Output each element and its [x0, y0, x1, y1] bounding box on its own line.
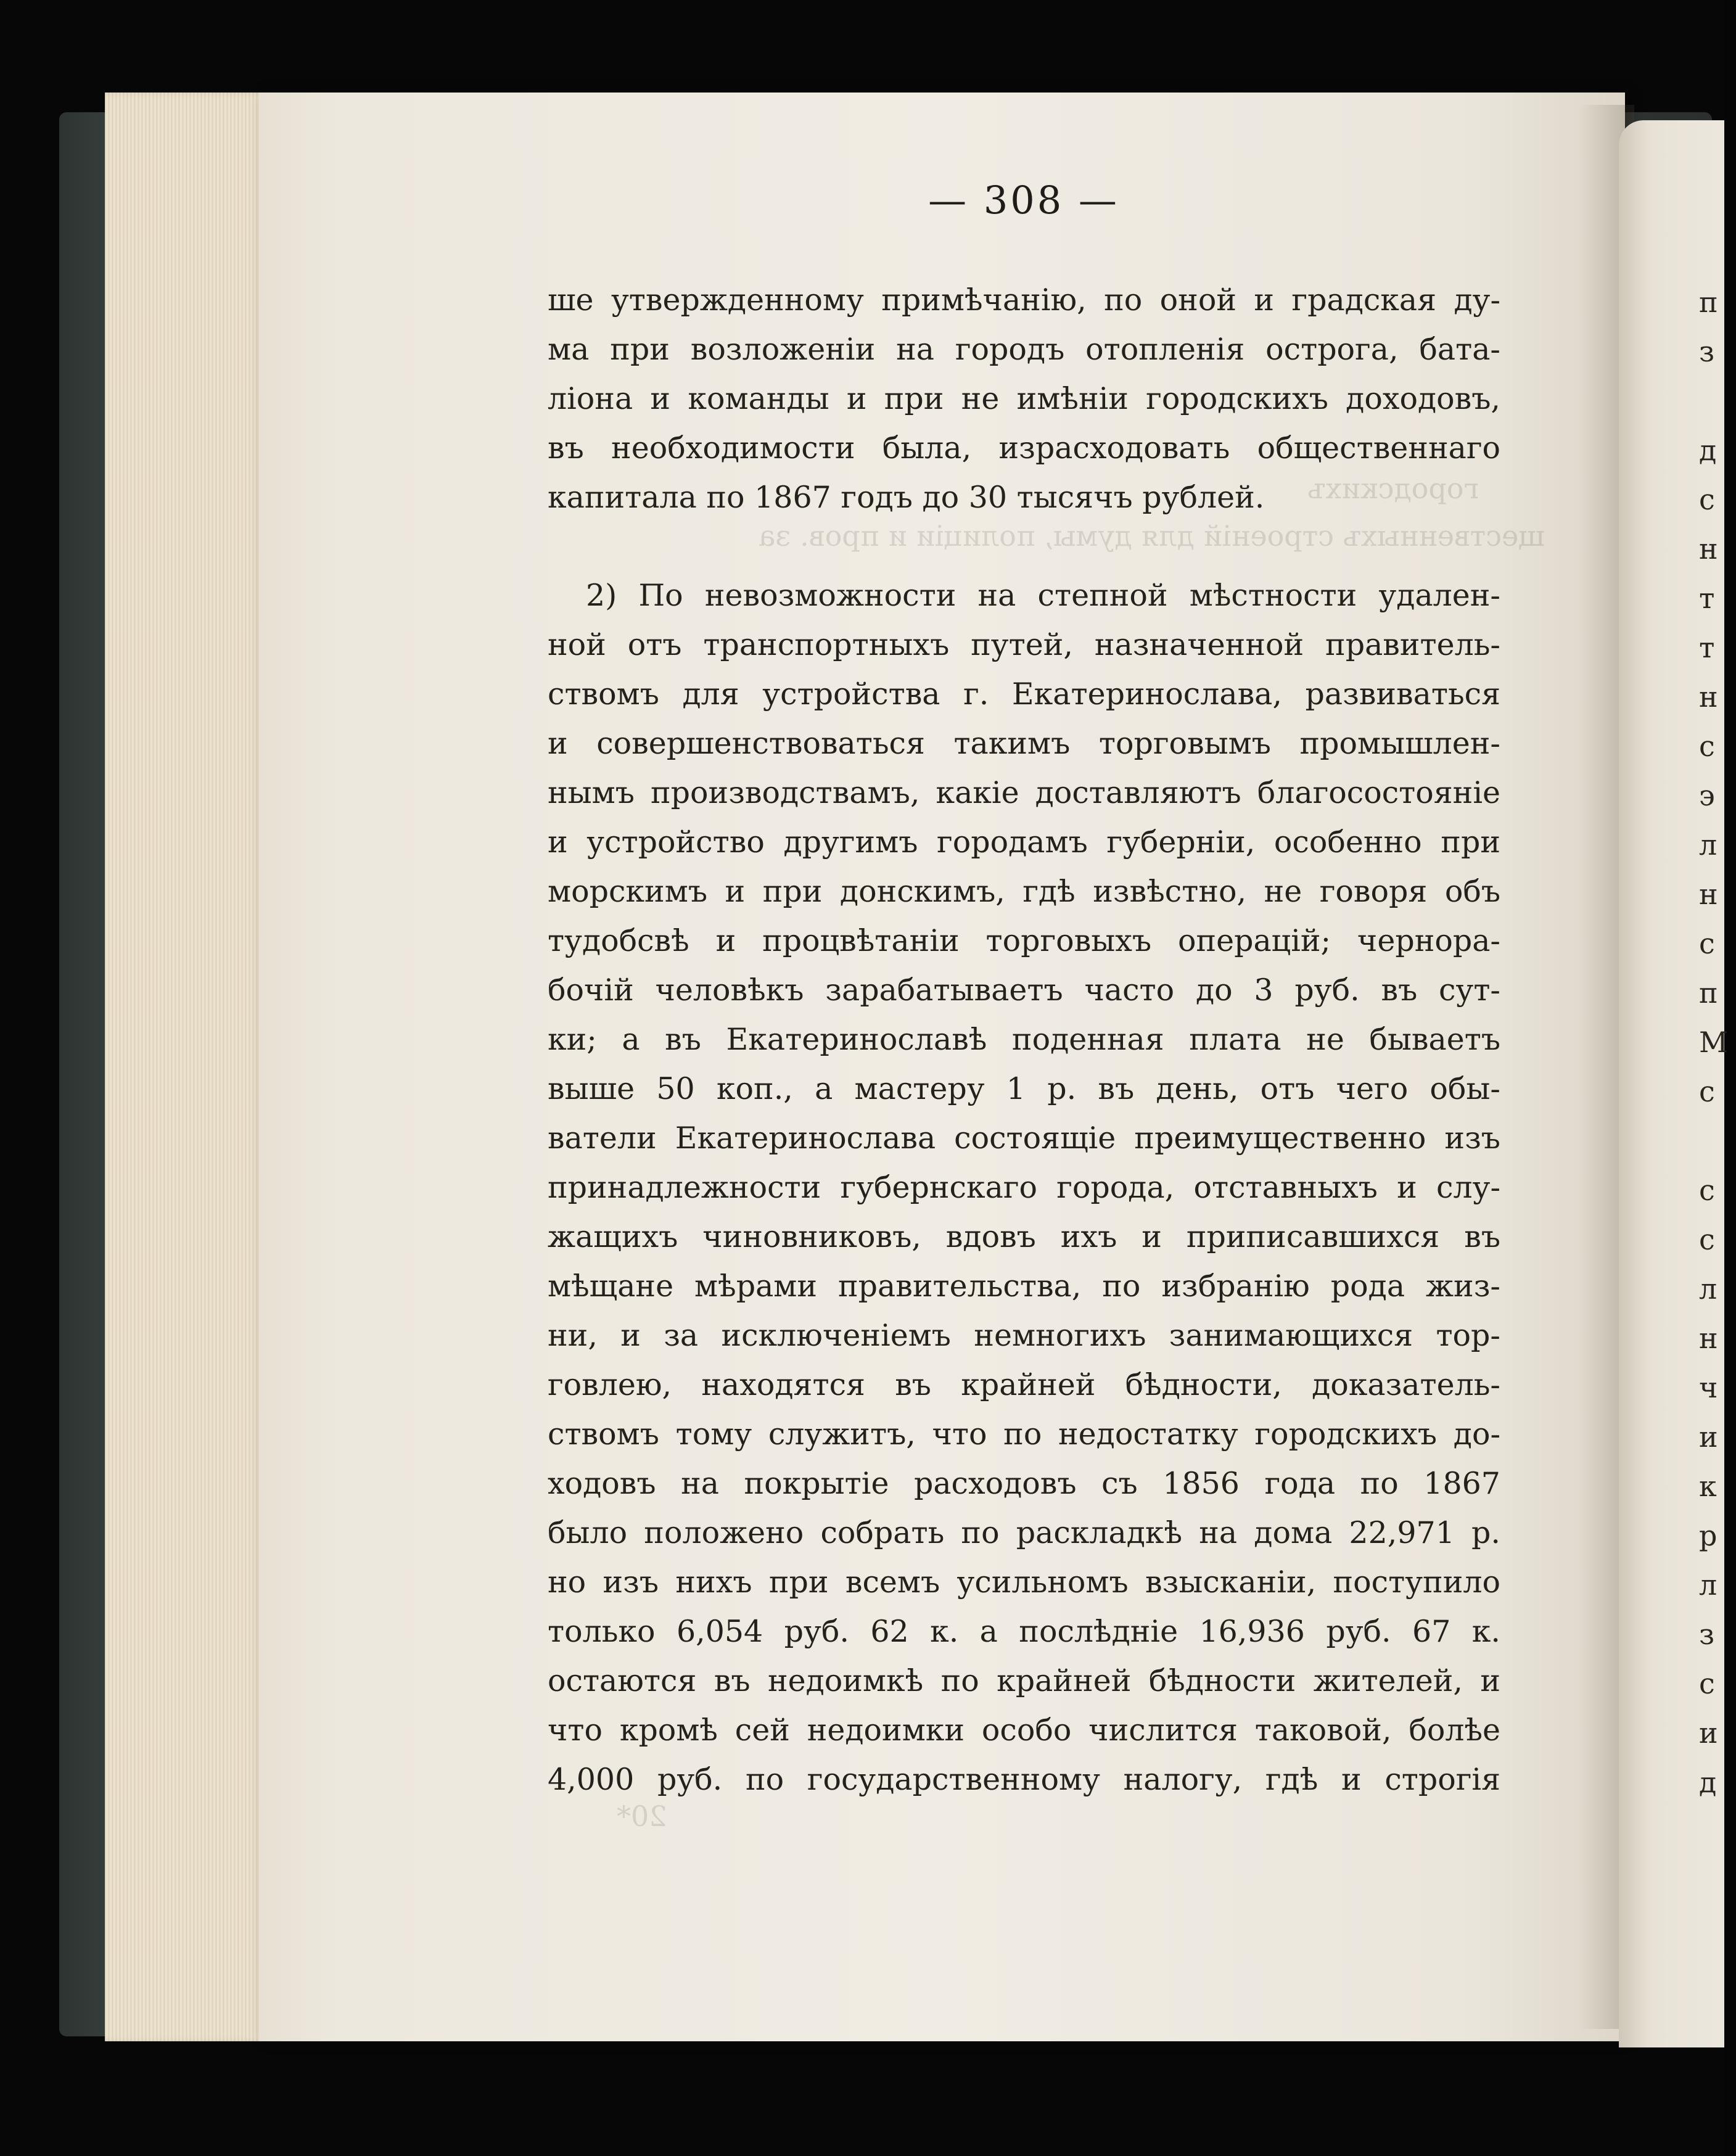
text-line: ше утвержденному примѣчанію, по оной и градская ду-: [548, 282, 1500, 318]
text-line: выше 50 коп., а мастеру 1 р. въ день, отъ чего обы-: [548, 1071, 1500, 1106]
text-line: мѣщане мѣрами правительства, по избранію рода жиз-: [548, 1269, 1500, 1304]
text-line: ной отъ транспортныхъ путей, назначенной правитель-: [548, 627, 1500, 662]
text-line: ни, и за исключеніемъ немногихъ занимающихся тор-: [548, 1318, 1500, 1353]
right-page-letter: М: [1699, 1026, 1729, 1059]
text-line: и устройство другимъ городамъ губерніи, особенно при: [548, 825, 1500, 860]
right-page-letter: с: [1699, 1174, 1715, 1207]
right-page-letter: с: [1699, 483, 1715, 516]
text-line: ходовъ на покрытіе расходовъ съ 1856 года по 1867: [548, 1466, 1500, 1501]
text-line: принадлежности губернскаго города, отставныхъ и слу-: [548, 1170, 1500, 1205]
right-page-letter: р: [1699, 1519, 1717, 1552]
right-page-letter: с: [1699, 1075, 1715, 1108]
right-page-letter: п: [1699, 286, 1718, 319]
paragraph-break: [548, 522, 1500, 571]
right-page-letter: з: [1699, 1618, 1715, 1651]
text-line: тудобсвѣ и процвѣтаніи торговыхъ операцій; чернора-: [548, 923, 1500, 958]
text-line: ма при возложеніи на городъ отопленія острога, бата-: [548, 332, 1500, 367]
text-line: остаются въ недоимкѣ по крайней бѣдности жителей, и: [548, 1663, 1500, 1698]
text-line: что кромѣ сей недоимки особо числится таковой, болѣе: [548, 1713, 1500, 1748]
text-line: бочій человѣкъ зарабатываетъ часто до 3 руб. въ сут-: [548, 973, 1500, 1008]
text-line: въ необходимости была, израсходовать общественнаго: [548, 430, 1500, 466]
text-line: морскимъ и при донскимъ, гдѣ извѣстно, не говоря объ: [548, 874, 1500, 909]
right-page-letter: с: [1699, 1667, 1715, 1700]
right-page-letter: н: [1699, 680, 1718, 714]
page-text: [548, 276, 1500, 1804]
bleed-through-line: щественныхъ строеній для думы, полиціи и пров. за: [759, 519, 1545, 553]
right-page-letter: з: [1699, 335, 1715, 368]
bleed-through-line: городскихъ: [1307, 472, 1479, 505]
right-page-letter: д: [1699, 1766, 1717, 1799]
right-page-letter: л: [1699, 1568, 1717, 1602]
right-page-letter: ч: [1699, 1371, 1718, 1404]
right-page-letter: и: [1699, 1716, 1718, 1750]
text-line: было положено собрать по раскладкѣ на дома 22,971 р.: [548, 1515, 1500, 1550]
text-line: только 6,054 руб. 62 к. а послѣдніе 16,936 руб. 67 к.: [548, 1614, 1500, 1649]
text-line: ватели Екатеринослава состоящіе преимущественно изъ: [548, 1121, 1500, 1156]
right-page-letter: н: [1699, 1322, 1718, 1355]
bleed-through-line: 20*: [617, 1800, 667, 1833]
text-line: но изъ нихъ при всемъ усильномъ взысканіи, поступило: [548, 1565, 1500, 1600]
text-line: нымъ производствамъ, какіе доставляютъ благосостояніе: [548, 775, 1500, 810]
right-page-letter: и: [1699, 1420, 1718, 1454]
right-page-letter: с: [1699, 1223, 1715, 1256]
right-page-letter: п: [1699, 976, 1718, 1010]
text-line: ствомъ для устройства г. Екатеринослава, развиваться: [548, 677, 1500, 712]
right-page-letter: с: [1699, 927, 1715, 960]
right-page-letter: н: [1699, 878, 1718, 911]
text-line: ліона и команды и при не имѣніи городскихъ доходовъ,: [548, 381, 1500, 416]
right-page-edge: [1619, 120, 1729, 2047]
text-line: 4,000 руб. по государственному налогу, гдѣ и строгія: [548, 1762, 1500, 1797]
text-line: 2) По невозможности на степной мѣстности удален-: [586, 578, 1500, 613]
text-line: и совершенствоваться такимъ торговымъ промышлен-: [548, 726, 1500, 761]
right-page-letter: к: [1699, 1470, 1717, 1503]
text-line: ствомъ тому служитъ, что по недостатку городскихъ до-: [548, 1417, 1500, 1452]
right-page-letter: т: [1699, 582, 1715, 615]
right-page-letter: д: [1699, 434, 1717, 467]
right-page-letter: с: [1699, 730, 1715, 763]
right-page-letter: н: [1699, 532, 1718, 566]
text-line: говлею, находятся въ крайней бѣдности, доказатель-: [548, 1367, 1500, 1402]
right-page-letter: э: [1699, 779, 1715, 812]
text-line: ки; а въ Екатеринославѣ поденная плата не бываетъ: [548, 1022, 1500, 1057]
right-page-letter: л: [1699, 828, 1717, 862]
text-line: жащихъ чиновниковъ, вдовъ ихъ и приписавшихся въ: [548, 1219, 1500, 1254]
page-number: — 308 —: [928, 178, 1119, 223]
right-page-letter: л: [1699, 1272, 1717, 1306]
text-line: капитала по 1867 годъ до 30 тысячъ рублей.: [548, 480, 1265, 515]
right-page-letter: т: [1699, 631, 1715, 664]
